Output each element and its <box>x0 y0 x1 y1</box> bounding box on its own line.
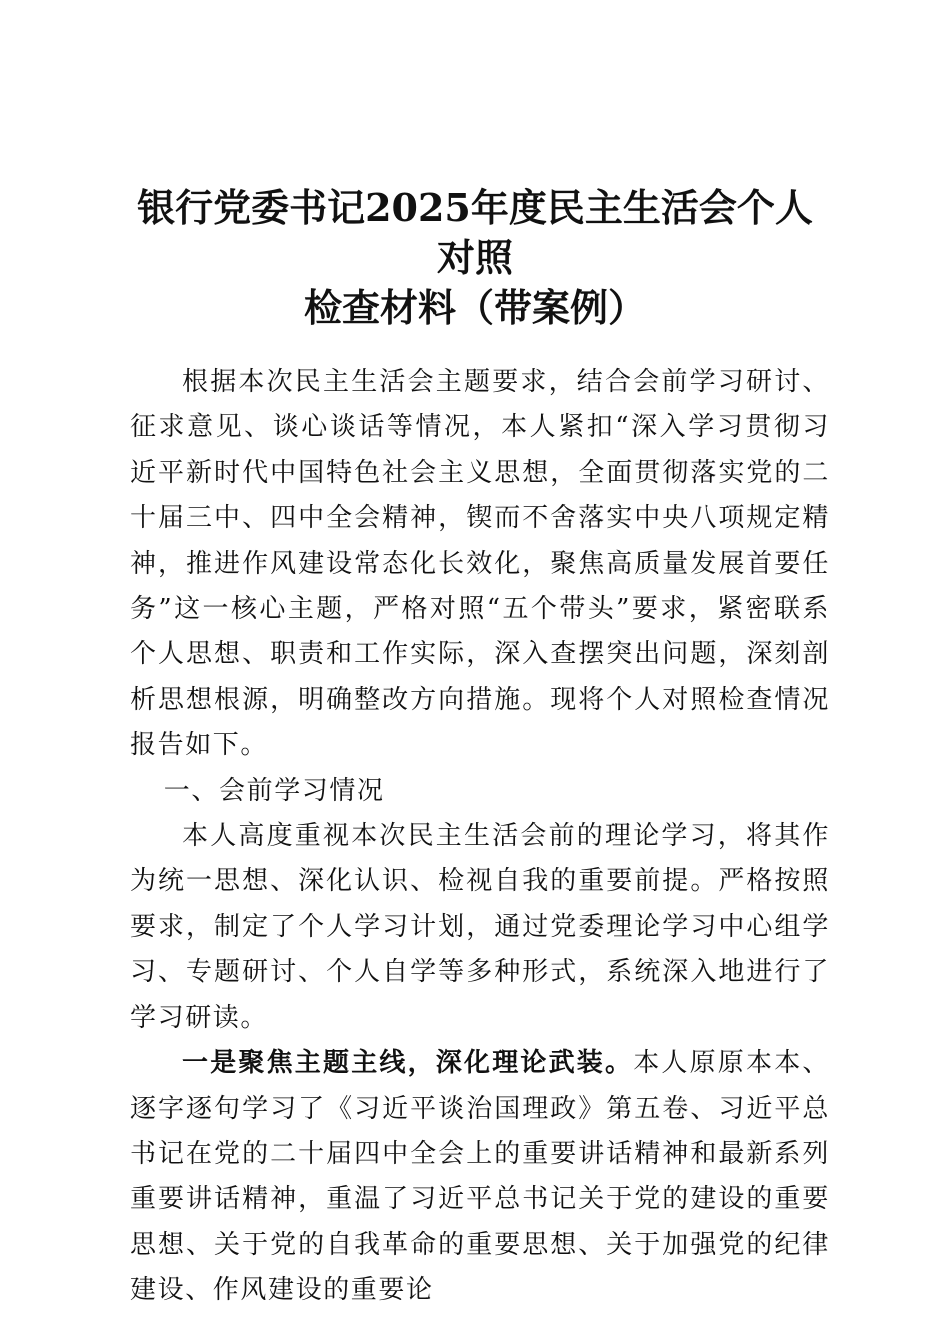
point-1-lead: 一是聚焦主题主线，深化理论武装。 <box>182 1048 634 1079</box>
point-1-text: 本人原原本本、逐字逐句学习了《习近平谈治国理政》第五卷、习近平总书记在党的二十届四中全会上的重要讲话精神和最新系列重要讲话精神，重温了习近平总书记关于党的建设的重要思想、关于党的自我革命的重要思想、关于加强党的纪律建设、作风建设的重要论 <box>130 1048 830 1306</box>
point-1-paragraph <box>130 1041 830 1313</box>
intro-paragraph: 根据本次民主生活会主题要求，结合会前学习研讨、征求意见、谈心谈话等情况，本人紧扣“深入学习贯彻习近平新时代中国特色社会主义思想，全面贯彻落实党的二十届三中、四中全会精神，锲而不舍落实中央八项规定精神，推进作风建设常态化长效化，聚焦高质量发展首要任务”这一核心主题，严格对照“五个带头”要求，紧密联系个人思想、职责和工作实际，深入查摆突出问题，深刻剖析思想根源，明确整改方向措施。现将个人对照检查情况报告如下。 <box>130 367 830 761</box>
section-1-heading: 一、会前学习情况 <box>163 775 385 806</box>
section-1-paragraph: 本人高度重视本次民主生活会前的理论学习，将其作为统一思想、深化认识、检视自我的重要前提。严格按照要求，制定了个人学习计划，通过党委理论学习中心组学习、专题研讨、个人自学等多种形式，系统深入地进行了学习研读。 <box>130 821 830 1033</box>
document-title <box>120 183 830 333</box>
document-body <box>130 360 830 1314</box>
title-line-1: 银行党委书记2025年度民主生活会个人对照 <box>137 185 813 280</box>
title-line-2: 检查材料（带案例） <box>303 285 646 330</box>
